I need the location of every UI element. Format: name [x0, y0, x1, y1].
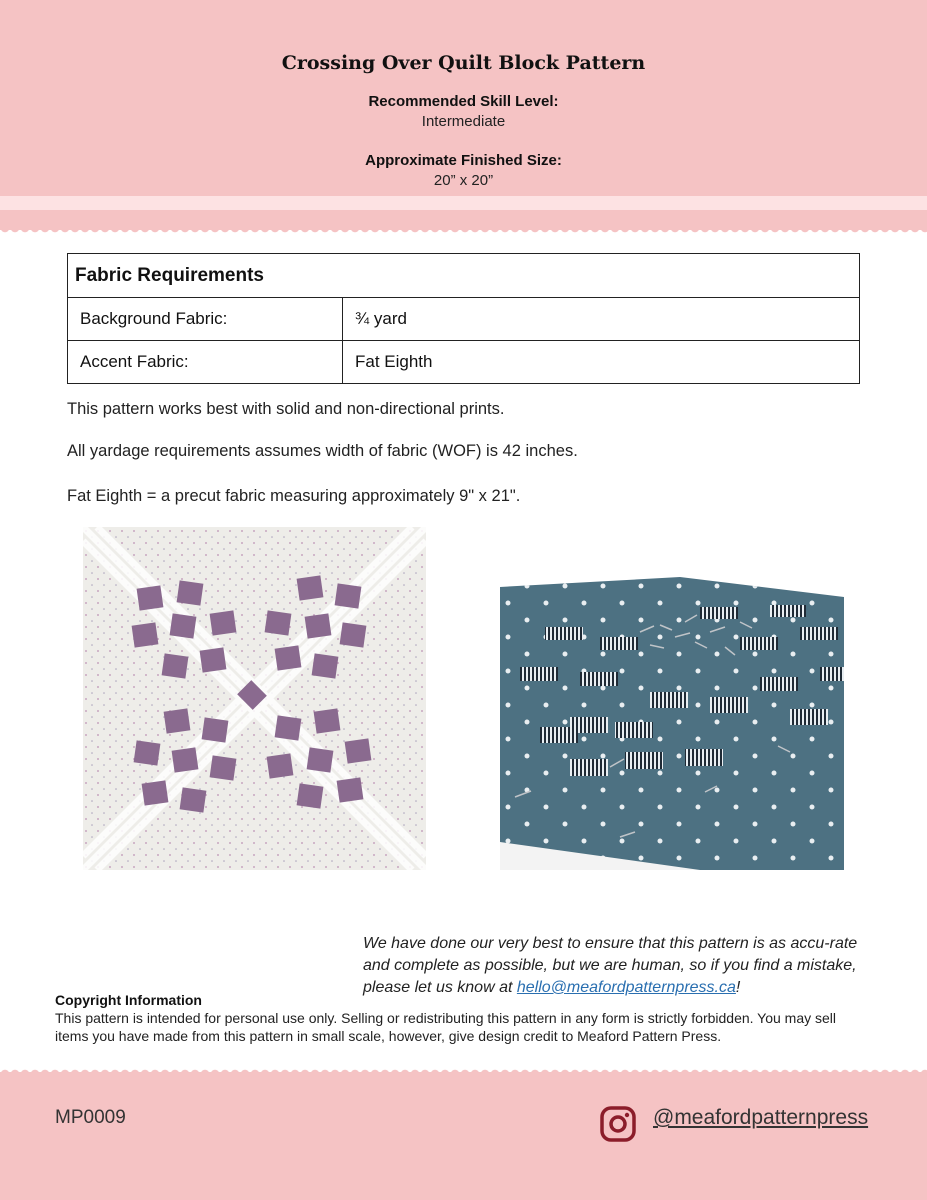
- scallop-edge-top: [0, 228, 927, 236]
- fabric-requirements-table: [67, 253, 860, 384]
- finished-size-label: Approximate Finished Size:: [365, 152, 562, 169]
- note-prints: This pattern works best with solid and non-directional prints.: [67, 400, 505, 418]
- disclaimer-body: We have done our very best to ensure that this pattern is as accu-rate and complete as possible, but we are human, so if you find a mistake, please let us know at: [363, 935, 858, 996]
- pinned-fabric-photo: [500, 527, 844, 870]
- instagram-handle-link[interactable]: @meafordpatternpress: [653, 1106, 869, 1129]
- footer-band: [0, 1072, 927, 1200]
- quilt-block-illustration: [83, 527, 426, 870]
- quilt-block-photo: [83, 527, 426, 870]
- header-stripe-pink: [0, 210, 927, 230]
- table-header-row: [68, 254, 860, 298]
- skill-level-label: Recommended Skill Level:: [368, 93, 559, 110]
- pinned-fabric-illustration: [500, 527, 844, 870]
- copyright-text: This pattern is intended for personal use only. Selling or redistributing this pattern in any form is strictly forbidden. You may sell items you have made from this pattern in small scale, however, give design credit to Meaford Pattern Press.: [55, 1010, 837, 1044]
- page-title: Crossing Over Quilt Block Pattern: [281, 52, 646, 74]
- contact-email-link[interactable]: hello@meafordpatternpress.ca: [516, 979, 736, 996]
- note-yardage: All yardage requirements assumes width of fabric (WOF) is 42 inches.: [67, 442, 578, 460]
- background-fabric-label: Background Fabric:: [68, 298, 343, 341]
- instagram-icon[interactable]: [600, 1106, 636, 1142]
- accent-fabric-value: Fat Eighth: [343, 341, 860, 384]
- skill-level-value: Intermediate: [421, 113, 506, 130]
- header-stripe-light: [0, 196, 927, 210]
- copyright-title: Copyright Information: [55, 992, 202, 1008]
- table-row: [68, 298, 860, 341]
- background-fabric-value: ¾ yard: [343, 298, 860, 341]
- header-band: [0, 0, 927, 196]
- finished-size-value: 20” x 20”: [433, 172, 494, 189]
- table-row: [68, 341, 860, 384]
- disclaimer-end: !: [735, 979, 741, 996]
- disclaimer-text: [363, 933, 868, 999]
- table-heading: Fabric Requirements: [68, 254, 860, 298]
- pattern-code: MP0009: [55, 1107, 126, 1128]
- accent-fabric-label: Accent Fabric:: [68, 341, 343, 384]
- note-fat-eighth: Fat Eighth = a precut fabric measuring approximately 9" x 21".: [67, 487, 521, 505]
